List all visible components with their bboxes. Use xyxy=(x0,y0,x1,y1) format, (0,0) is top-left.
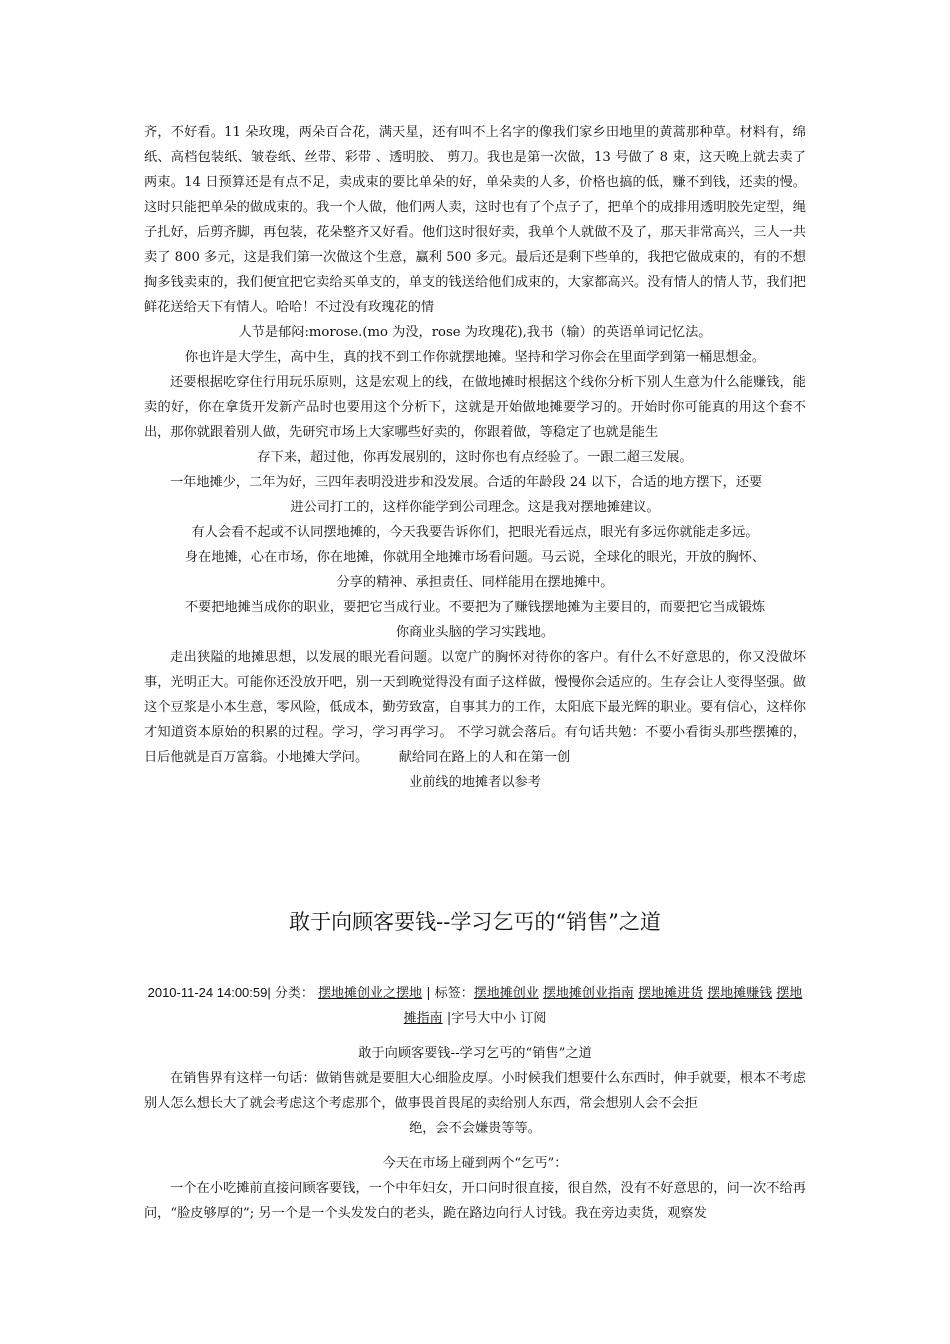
tag-link[interactable]: 摆地摊赚钱 xyxy=(707,986,773,1001)
article-paragraph-3: 一个在小吃摊前直接问顾客要钱，一个中年妇女，开口问时很直接，很自然，没有不好意思的，问一次不给再问，“脸皮够厚的”; 另一个是一个头发发白的老头，跪在路边向行人讨钱。我在旁边卖货，观察发 xyxy=(144,1181,806,1221)
paragraph-tail: 进公司打工的，这样你能学到公司理念。这是我对摆地摊建议。 xyxy=(290,500,660,515)
article-title: 敢于向顾客要钱--学习乞丐的“销售”之道 xyxy=(289,910,661,934)
paragraph-text: 走出狭隘的地摊思想，以发展的眼光看问题。以宽广的胸怀对待你的客户。有什么不好意思的，你又没做坏事，光明正大。可能你还没放开吧，别一天到晚觉得没有面子这样做，慢慢你会适应的。生存会让人变得坚强。做这个豆浆是小本生意，零风险，低成本，勤劳致富，自事其力的工作，太阳底下最光辉的职业。要有信心，这样你才知道资本原始的积累的过程。学习，学习再学习。 不学习就会落后。有句话共勉：不要小看街头那些摆摊的，日后他就是百万富翁。小地摊大学问。 献给同在路上的人和在第一创 xyxy=(144,650,806,765)
post-datetime: 2010-11-24 14:00:59| xyxy=(147,985,271,1000)
paragraph-tail: 存下来，超过他，你再发展别的，这时你也有点经验了。一跟二超三发展。 xyxy=(257,450,693,465)
tag-link[interactable]: 摆地摊进货 xyxy=(638,986,704,1001)
paragraph-tail: 业前线的地摊者以参考 xyxy=(409,775,541,790)
paragraph-text: 齐，不好看。11 朵玫瑰，两朵百合花，满天星，还有叫不上名字的像我们家乡田地里的黄蒿那种草。材料有，绵纸、高档包装纸、皱卷纸、丝带、彩带 、透明胶、 剪刀。我也是第一次做，13 号做了 8 束，这天晚上就去卖了两束。14 日预算还是有点不足，卖成束的要比单朵的好，单朵卖的人多，价格也搞的低，赚不到钱，还卖的慢。这时只能把单朵的做成束的。我一个人做，他们两人卖，这时也有了个点子了，把单个的成排用透明胶先定型，绳子扎好，后剪齐脚，再包装，花朵整齐又好看。他们这时很好卖，我单个人就做不及了，那天非常高兴，三人一共卖了 800 多元，这是我们第一次做这个生意，赢利 500 多元。最后还是剩下些单的，我把它做成束的，有的不想掏多钱卖束的，我们便宜把它卖给买单支的，单支的钱送给他们成束的，大家都高兴。没有情人的情人节，我们把鲜花送给天下有情人。哈哈！不过没有玫瑰花的情 xyxy=(144,125,806,315)
paragraph-tail: 你商业头脑的学习实践地。 xyxy=(395,625,555,640)
intro-paragraph-7 xyxy=(144,595,806,645)
intro-paragraph-8 xyxy=(144,645,806,795)
tag-link[interactable]: 摆地摊指南 xyxy=(403,986,803,1026)
tags-label: 标签： xyxy=(434,986,474,1001)
font-size-subscribe-links[interactable]: |字号大中小 订阅 xyxy=(446,1011,547,1026)
intro-section xyxy=(144,120,806,795)
paragraph-text: 在销售界有这样一句话：做销售就是要胆大心细脸皮厚。小时候我们想要什么东西时，伸手就要，根本不考虑别人怎么想长大了就会考虑这个考虑那个，做事畏首畏尾的卖给别人东西，常会想别人会不会拒 xyxy=(144,1071,806,1111)
category-label: 分类： xyxy=(274,986,314,1001)
article-body xyxy=(144,1041,806,1226)
paragraph-text: 身在地摊，心在市场，你在地摊，你就用全地摊市场看问题。马云说，全球化的眼光，开放的胸怀、 xyxy=(184,550,766,565)
paragraph-text: 还要根据吃穿住行用玩乐原则，这是宏观上的线，在做地摊时根据这个线你分析下别人生意为什么能赚钱，能卖的好，你在拿货开发新产品时也要用这个分析下，这就是开始做地摊要学习的。开始时你可能真的用这个套不出，那你就跟着别人做，先研究市场上大家哪些好卖的，你跟着做，等稳定了也就是能生 xyxy=(144,375,806,440)
paragraph-tail: 分享的精神、承担责任、同样能用在摆地摊中。 xyxy=(336,575,614,590)
intro-paragraph-3 xyxy=(144,370,806,470)
intro-paragraph-1 xyxy=(144,120,806,345)
article-paragraph-1 xyxy=(144,1066,806,1141)
intro-paragraph-4 xyxy=(144,470,806,520)
article-meta xyxy=(144,980,806,1031)
paragraph-tail: 绝，会不会嫌贵等等。 xyxy=(409,1121,541,1136)
meta-separator: | xyxy=(426,986,431,1001)
paragraph-text: 不要把地摊当成你的职业，要把它当成行业。不要把为了赚钱摆地摊为主要目的，而要把它当成锻炼 xyxy=(184,600,766,615)
intro-paragraph-6 xyxy=(144,545,806,595)
paragraph-text: 一年地摊少，二年为好，三四年表明没进步和没发展。合适的年龄段 24 以下，合适的地方摆下，还要 xyxy=(170,475,763,490)
category-link[interactable]: 摆地摊创业之摆地 xyxy=(318,986,423,1001)
paragraph-tail: 人节是郁闷:morose.(mo 为没，rose 为玫瑰花),我书（输）的英语单词记忆法。 xyxy=(238,325,712,340)
article-subtitle: 敢于向顾客要钱--学习乞丐的“销售”之道 xyxy=(358,1046,592,1061)
intro-paragraph-5: 有人会看不起或不认同摆地摊的，今天我要告诉你们，把眼光看远点，眼光有多远你就能走多远。 xyxy=(191,525,759,540)
tag-link[interactable]: 摆地摊创业 xyxy=(473,986,539,1001)
tag-link[interactable]: 摆地摊创业指南 xyxy=(542,986,634,1001)
intro-paragraph-2: 你也许是大学生，高中生，真的找不到工作你就摆地摊。坚持和学习你会在里面学到第一桶思想金。 xyxy=(184,350,766,365)
article-paragraph-2: 今天在市场上碰到两个“乞丐”： xyxy=(382,1156,568,1171)
